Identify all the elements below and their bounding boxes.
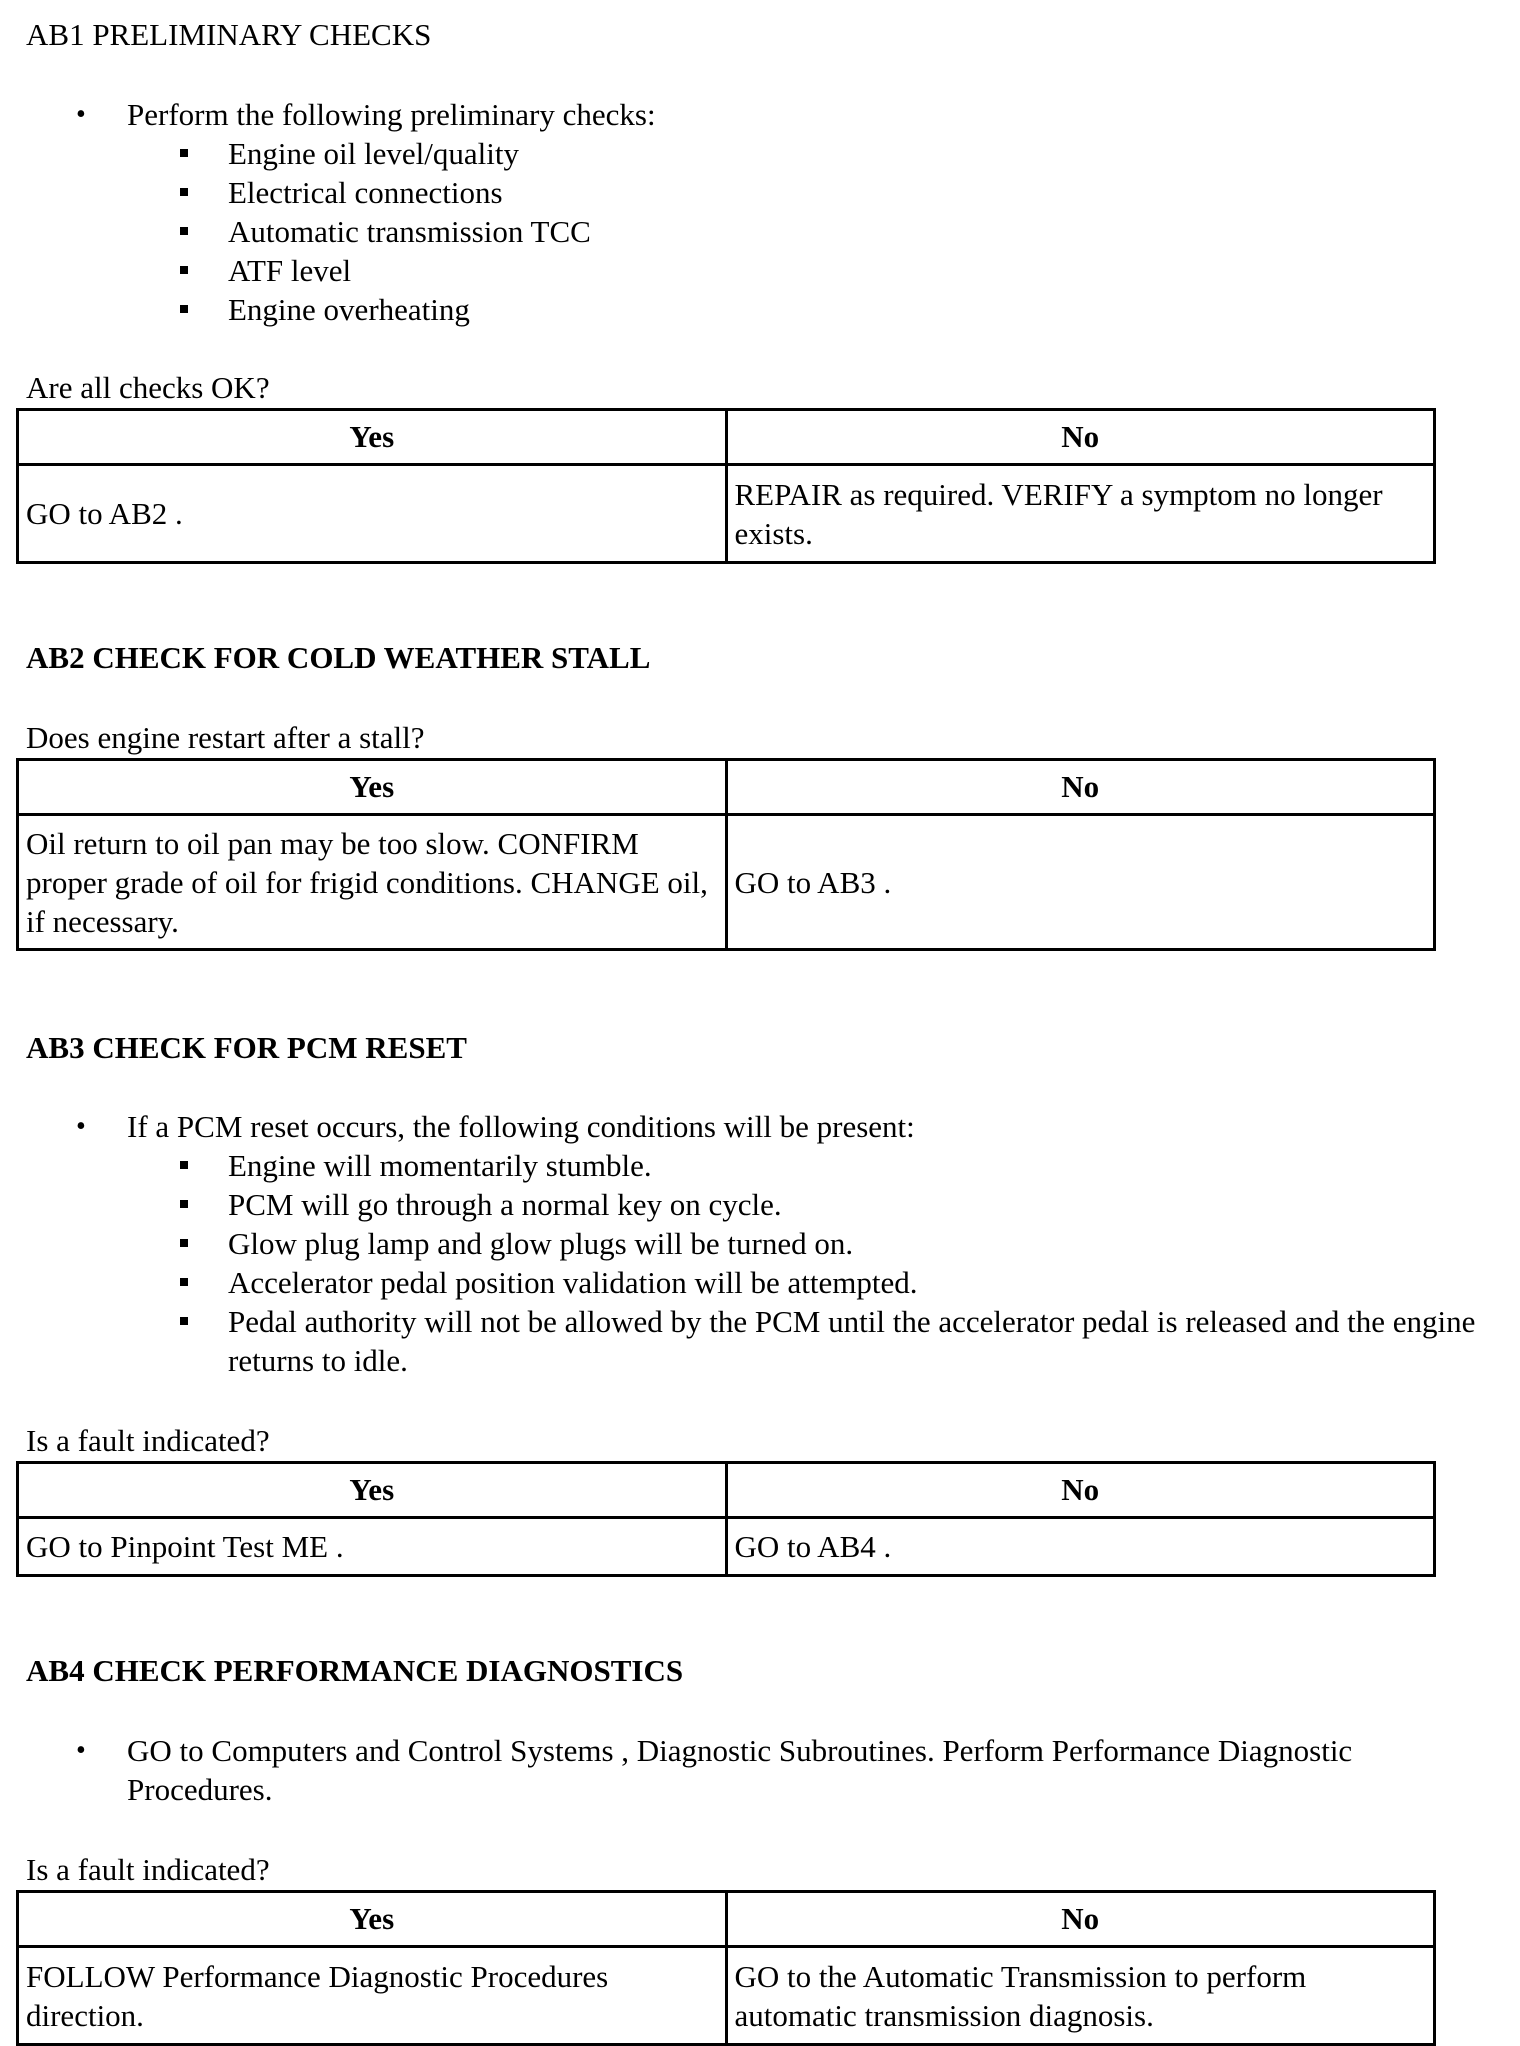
square-bullet-icon [180, 1200, 188, 1208]
table-row [18, 1947, 1435, 2045]
ab3-yes-action: GO to Pinpoint Test ME . [18, 1518, 727, 1576]
square-bullet-icon [180, 1239, 188, 1247]
ab1-result-table [16, 408, 1436, 564]
table-row [18, 1518, 1435, 1576]
square-bullet-icon [180, 188, 188, 196]
ab1-no-action: REPAIR as required. VERIFY a symptom no longer exists. [726, 465, 1435, 563]
ab4-result-table [16, 1890, 1436, 2046]
ab2-result-table [16, 758, 1436, 951]
no-header: No [726, 760, 1435, 815]
ab3-subitem: PCM will go through a normal key on cycle. [228, 1187, 782, 1222]
ab3-heading: AB3 CHECK FOR PCM RESET [26, 1030, 467, 1065]
bullet-icon: • [76, 1735, 86, 1766]
square-bullet-icon [180, 1161, 188, 1169]
yes-header: Yes [18, 410, 727, 465]
ab1-question: Are all checks OK? [26, 370, 270, 405]
ab4-question: Is a fault indicated? [26, 1852, 270, 1887]
ab1-yes-action: GO to AB2 . [18, 465, 727, 563]
ab4-bullet: GO to Computers and Control Systems , Diagnostic Subroutines. Perform Performance Diagnostic Procedures. [127, 1733, 1353, 1807]
ab1-heading: AB1 PRELIMINARY CHECKS [26, 17, 432, 52]
square-bullet-icon [180, 305, 188, 313]
table-header-row [18, 1892, 1435, 1947]
bullet-icon: • [76, 1111, 86, 1142]
yes-header: Yes [18, 1463, 727, 1518]
ab1-subitem: ATF level [228, 253, 352, 288]
square-bullet-icon [180, 227, 188, 235]
no-header: No [726, 1463, 1435, 1518]
ab3-bullet: If a PCM reset occurs, the following conditions will be present: [127, 1109, 915, 1144]
ab1-subitem: Engine oil level/quality [228, 136, 519, 171]
ab3-subitem: Pedal authority will not be allowed by the PCM until the accelerator pedal is released and the engine returns to idle. [228, 1304, 1476, 1378]
yes-header: Yes [18, 1892, 727, 1947]
ab3-subitem: Glow plug lamp and glow plugs will be turned on. [228, 1226, 854, 1261]
ab4-heading: AB4 CHECK PERFORMANCE DIAGNOSTICS [26, 1653, 684, 1688]
square-bullet-icon [180, 266, 188, 274]
ab2-no-action: GO to AB3 . [726, 815, 1435, 950]
ab4-yes-action: FOLLOW Performance Diagnostic Procedures direction. [18, 1947, 727, 2045]
ab2-heading: AB2 CHECK FOR COLD WEATHER STALL [26, 640, 651, 675]
ab3-no-action: GO to AB4 . [726, 1518, 1435, 1576]
bullet-icon: • [76, 99, 86, 130]
ab3-subitem: Accelerator pedal position validation will be attempted. [228, 1265, 918, 1300]
ab2-question: Does engine restart after a stall? [26, 720, 425, 755]
table-header-row [18, 760, 1435, 815]
ab1-bullet: Perform the following preliminary checks: [127, 97, 656, 132]
table-row [18, 465, 1435, 563]
square-bullet-icon [180, 1278, 188, 1286]
ab4-no-action: GO to the Automatic Transmission to perform automatic transmission diagnosis. [726, 1947, 1435, 2045]
yes-header: Yes [18, 760, 727, 815]
no-header: No [726, 410, 1435, 465]
square-bullet-icon [180, 1317, 188, 1325]
ab3-subitem: Engine will momentarily stumble. [228, 1148, 652, 1183]
ab1-subitem: Engine overheating [228, 292, 470, 327]
ab3-result-table [16, 1461, 1436, 1577]
square-bullet-icon [180, 149, 188, 157]
ab2-yes-action: Oil return to oil pan may be too slow. CONFIRM proper grade of oil for frigid conditions. CHANGE oil, if necessary. [18, 815, 727, 950]
ab3-question: Is a fault indicated? [26, 1423, 270, 1458]
table-header-row [18, 1463, 1435, 1518]
table-row [18, 815, 1435, 950]
table-header-row [18, 410, 1435, 465]
ab1-subitem: Automatic transmission TCC [228, 214, 591, 249]
no-header: No [726, 1892, 1435, 1947]
ab1-subitem: Electrical connections [228, 175, 503, 210]
